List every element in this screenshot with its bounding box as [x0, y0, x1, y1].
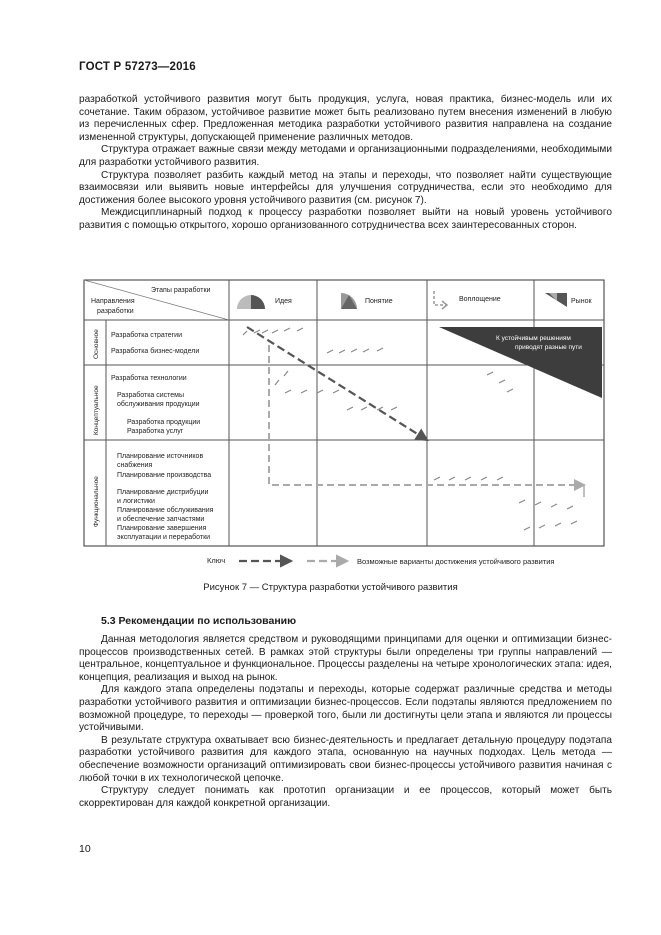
- item-supply-planning-2: снабжения: [117, 462, 153, 469]
- stage-label-market: Рынок: [571, 298, 592, 305]
- item-production-planning: Планирование производства: [117, 472, 212, 479]
- item-service-planning-2: и обеспечение запчастями: [117, 516, 205, 523]
- item-strategy-development: Разработка стратегии: [111, 332, 182, 339]
- item-end-of-life-planning-2: эксплуатации и переработки: [117, 534, 211, 541]
- item-distribution-planning-2: и логистики: [117, 498, 155, 505]
- intro-paragraph-3: Структура позволяет разбить каждый метод на этапы и переходы, что позволяет найти существующие взаимосвязи или выявить новые интерфейсы для улучшения сотрудничества, если это необходимо для достижения более высокого уровня устойчивого развития (см. рисунок 7).: [79, 169, 612, 206]
- diagram-canvas: [79, 275, 609, 575]
- item-service-system-2: обслуживания продукции: [117, 401, 200, 408]
- stage-label-realization: Воплощение: [459, 296, 501, 303]
- intro-paragraph-4: Междисциплинарный подход к процессу разработки позволяет выйти на новый уровень устойчивого развития с помощью открытого, хорошо организованного сотрудничества всех заинтересованных сторон.: [79, 207, 612, 231]
- item-service-system: Разработка системы: [117, 392, 185, 399]
- document-code-header: ГОСТ Р 57273—2016: [79, 61, 196, 73]
- figure-7-structure-diagram: [79, 275, 609, 575]
- corner-label-directions: Направления: [91, 298, 135, 305]
- item-technology: Разработка технологии: [111, 375, 187, 382]
- legend-text: Возможные варианты достижения устойчивого развития: [357, 557, 555, 566]
- item-business-model: Разработка бизнес-модели: [111, 348, 200, 355]
- item-end-of-life-planning: Планирование завершения: [117, 525, 207, 532]
- item-service-development: Разработка услуг: [127, 428, 184, 435]
- stage-label-idea: Идея: [275, 298, 292, 305]
- section-paragraph-4: Структуру следует понимать как прототип организации и ее процессов, который может быть скорректирован для каждой конкретной организации.: [79, 785, 612, 809]
- intro-paragraph-1: разработкой устойчивого развития могут быть продукция, услуга, новая практика, бизнес-модель или их сочетание. Таким образом, устойчивое развитие может быть реализовано путем внесения изменений в любую из перечисленных сфер. Предложенная методика разработки устойчивого развития направлена на создание измененной структуры, допускающей применение различных методов.: [79, 94, 612, 143]
- section-paragraph-2: Для каждого этапа определены подэтапы и переходы, которые содержат различные средства и методы разработки устойчивого развития и оптимизации бизнес-процессов. Если подэтапы являются предложением по возможной процедуре, то переходы — проверкой того, были ли достигнуты цели этапа и являются ли процессы устойчивыми.: [79, 684, 612, 734]
- section-paragraph-1: Данная методология является средством и руководящими принципами для оценки и оптимизации бизнес-процессов производственных сетей. В рамках этой структуры были определены три группы направлений — центральное, концептуальное и функциональное. Процессы разделены на четыре хронологических этапа: идея, концепция, реализация и выход на рынок.: [79, 634, 612, 683]
- group-label-main: Основное: [93, 329, 100, 359]
- idea-stage-icon: [251, 295, 265, 309]
- group-label-conceptual: Концептуальное: [93, 385, 100, 435]
- callout-text-2: приводят разные пути: [515, 344, 582, 351]
- market-stage-icon-shade: [549, 293, 557, 301]
- item-product-development: Разработка продукции: [127, 419, 201, 426]
- stage-label-concept: Понятие: [365, 298, 393, 305]
- item-supply-planning: Планирование источников: [117, 453, 204, 460]
- section-text: [79, 634, 612, 810]
- figure-caption: Рисунок 7 — Структура разработки устойчивого развития: [203, 582, 458, 593]
- legend-key-label: Ключ: [207, 556, 226, 565]
- section-title: 5.3 Рекомендации по использованию: [101, 615, 297, 627]
- callout-text-1: К устойчивым решениям: [496, 335, 571, 342]
- intro-paragraph-2: Структура отражает важные связи между методами и организационными подразделениями, необходимыми для разработки устойчивого развития.: [79, 144, 612, 168]
- item-service-planning: Планирование обслуживания: [117, 507, 214, 514]
- section-paragraph-3: В результате структура охватывает всю бизнес-деятельность и предлагает детальную процедуру подэтапа разработки устойчивого развития для каждого этапа, основанную на научных подходах. Цель метода — обеспечение возможности организаций оптимизировать свои бизнес-процессы устойчивого развития начиная с любой точки в их технологической цепочке.: [79, 734, 612, 784]
- corner-label-directions-2: разработки: [97, 308, 134, 315]
- key-path-diagonal: [247, 327, 427, 440]
- page-number: 10: [79, 843, 91, 855]
- group-label-functional: Функциональное: [93, 476, 100, 527]
- idea-stage-icon-shade: [237, 295, 251, 309]
- intro-text: [79, 94, 612, 233]
- item-distribution-planning: Планирование дистрибуции: [117, 489, 209, 496]
- corner-label-stages: Этапы разработки: [151, 287, 211, 294]
